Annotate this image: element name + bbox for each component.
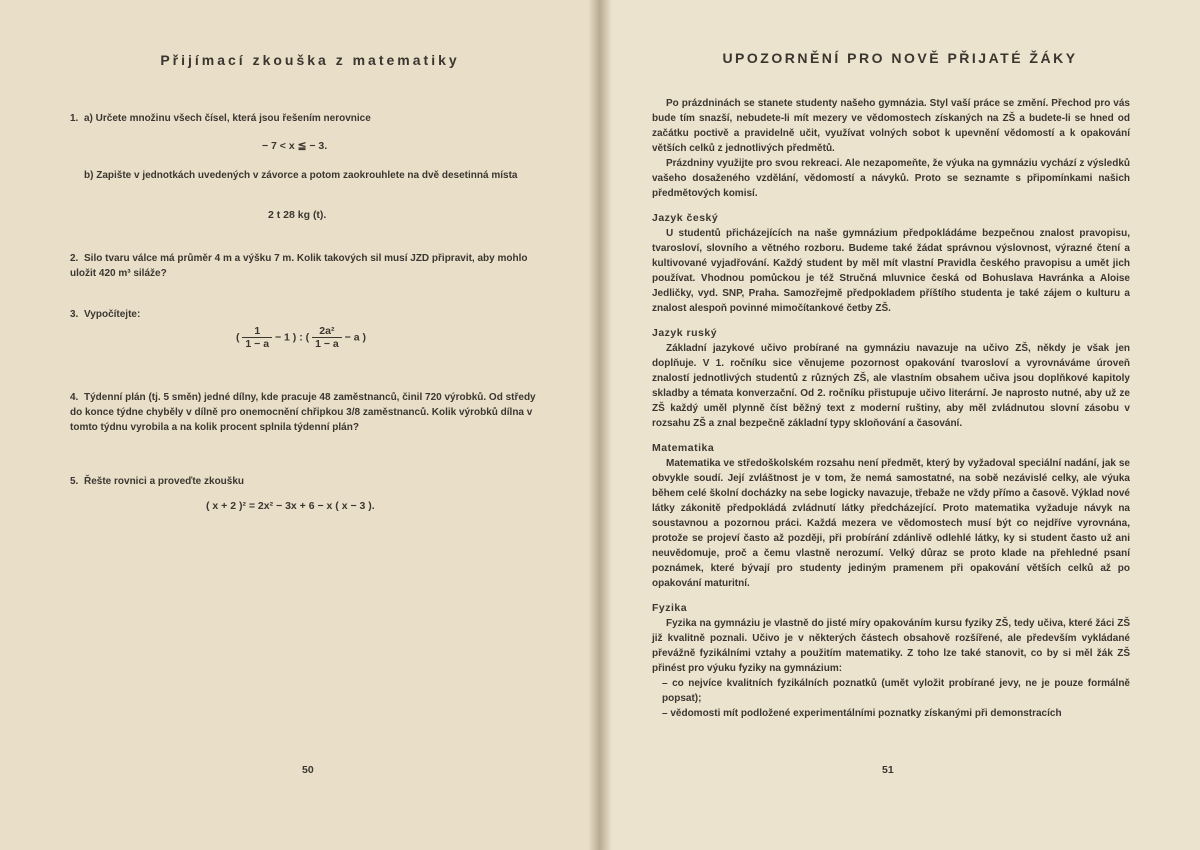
right-page-body [652,96,1130,721]
right-page-title: UPOZORNĚNÍ PRO NOVĚ PŘIJATÉ ŽÁKY [722,50,1078,66]
section-text-physics: Fyzika na gymnáziu je vlastně do jisté míry opakováním kursu fyziky ZŠ, tedy učiva, které žáci ZŠ již kvalitně poznali. Učivo je v některých částech obsahově rozšířené, ale především vykládané převážně fyzikálními vztahy a použitím matematiky. Z toho lze také stanovit, co by si měl žák ZŠ přinést pro výuku fyziky na gymnázium: [652,618,1130,674]
problem-1a-formula: − 7 < x ≦ − 3. [262,140,328,152]
problem-5-formula: ( x + 2 )² = 2x² − 3x + 6 − x ( x − 3 ). [206,500,375,512]
left-page-number: 50 [302,764,314,776]
problem-4 [70,390,540,435]
fraction-2-numerator: 2a² [312,325,342,338]
formula-middle: − 1 ) : ( [275,331,310,344]
problem-3-text: Vypočítejte: [84,309,141,320]
problem-1a [70,111,540,126]
book-gutter [588,0,612,850]
left-page-title: Přijímací zkouška z matematiky [160,52,460,68]
fraction-1 [242,325,272,350]
problem-3-formula [236,325,366,350]
section-text-czech: U studentů přicházejících na naše gymnázium předpokládáme bezpečnou znalost pravopisu, tvarosloví, slovního a větného rozboru. Budeme také žádat správnou výslovnost, výrazné čtení a kultivované vyjadřování. Každý student by měl mít vlastní Pravidla českého pravopisu a umět jich používat. Vhodnou pomůckou je též Stručná mluvnice česká od Bohuslava Havránka a Aloise Jedličky, vyd. SNP, Praha. Samozřejmě předpokladem příštího studenta je také zájem o kulturu a znalost alespoň povinné mimočítankové četby ZŠ. [652,228,1130,314]
problem-1b [70,168,554,183]
physics-list-item-2: – vědomosti mít podložené experimentálními poznatky získanými při demonstracích [662,708,1062,719]
problem-4-number: 4. [70,392,79,403]
problem-2-number: 2. [70,253,79,264]
right-page-number: 51 [882,764,894,776]
fraction-2 [312,325,342,350]
formula-close: − a ) [344,331,366,344]
section-heading-russian: Jazyk ruský [652,327,718,339]
intro-paragraph-2: Prázdniny využijte pro svou rekreaci. Ale nezapomeňte, že výuka na gymnáziu vychází z výsledků vašeho dosaženého vzdělání, vědomostí a návyků. Proto se seznamte s připomínkami našich předmětových komisí. [652,158,1130,199]
formula-paren-open: ( [236,331,240,344]
section-heading-math: Matematika [652,442,715,454]
problem-1b-formula: 2 t 28 kg (t). [268,209,327,221]
problem-1-number: 1. [70,113,79,124]
problem-1a-text: a) Určete množinu všech čísel, která jsou řešením nerovnice [84,113,371,124]
section-text-math: Matematika ve středoškolském rozsahu není předmět, který by vyžadoval speciální nadání, jak se obvykle soudí. Její zvláštnost je v tom, že nemá samostatné, na sobě nezávislé celky, ale výuka během celé školní docházky na sebe logicky navazuje, třebaže ne vždy přímo a časově. Výklad nové látky zákonitě předpokládá zvládnutí látky předcházející. Proto matematika vyžaduje návyk na soustavnou a pozornou práci. Každá mezera ve vědomostech musí být co nejdříve vyrovnána, protože se projeví často až později, při probírání zdánlivě odlehlé látky, ky si student často už ani neuvědomuje, proč a čemu vlastně nerozumí. Velký důraz se proto klade na přehledné psaní poznámek, které bývají pro studenty jediným pramenem při opakování větších celků až po opakování maturitní. [652,458,1130,589]
fraction-1-denominator: 1 − a [245,338,270,350]
fraction-2-denominator: 1 − a [315,338,339,350]
section-text-russian: Základní jazykové učivo probírané na gymnáziu navazuje na učivo ZŠ, někdy je však jen doplňuje. V 1. ročníku sice věnujeme pozornost opakování tvarosloví a vyrovnáváme úroveň znalostí jednotlivých studentů z různých ZŠ, ale vlastním obsahem učiva jsou doplňkové kapitoly skladby a témata konverzační. Od 2. ročníku přistupuje učivo literární. Je naprosto nutné, aby už ze ZŠ každý uměl plynně číst běžný text z moderní ruštiny, aby měl zvládnutou slovní zásobu v rozsahu ZŠ a znal bezpečně základní typy skloňování a časování. [652,343,1130,429]
problem-4-text: Týdenní plán (tj. 5 směn) jedné dílny, kde pracuje 48 zaměstnanců, činil 720 výrobků. Od středy do konce týdne chyběly v dílně pro onemocnění chřipkou 3/8 zaměstnanců. Kolik výrobků dílna v tomto týdnu vyrobila a na kolik procent splnila týdenní plán? [70,392,536,433]
section-heading-czech: Jazyk český [652,212,719,224]
problem-5 [70,474,540,489]
problem-5-number: 5. [70,476,79,487]
problem-5-text: Řešte rovnici a proveďte zkoušku [84,476,245,487]
physics-list-item-1: – co nejvíce kvalitních fyzikálních poznatků (umět vyložit probírané jevy, ne je pouze formálně popsat); [662,678,1130,704]
problem-2 [70,251,540,281]
problem-3 [70,307,540,322]
problem-3-number: 3. [70,309,79,320]
problem-1b-text: b) Zapište v jednotkách uvedených v závorce a potom zaokrouhlete na dvě desetinná místa [84,170,518,181]
fraction-1-numerator: 1 [242,325,272,338]
intro-paragraph-1: Po prázdninách se stanete studenty našeho gymnázia. Styl vaší práce se změní. Přechod pro vás bude tím snazší, nebudete-li mít mezery ve vědomostech získaných na ZŠ a budete-li se hned od začátku poctivě a pravidelně učit, využívat volných sobot k upevnění vědomostí a k opakování větších celků z jednotlivých předmětů. [652,98,1130,154]
section-heading-physics: Fyzika [652,602,688,614]
problem-2-text: Silo tvaru válce má průměr 4 m a výšku 7 m. Kolik takových sil musí JZD připravit, aby mohlo uložit 420 m³ siláže? [70,253,528,279]
